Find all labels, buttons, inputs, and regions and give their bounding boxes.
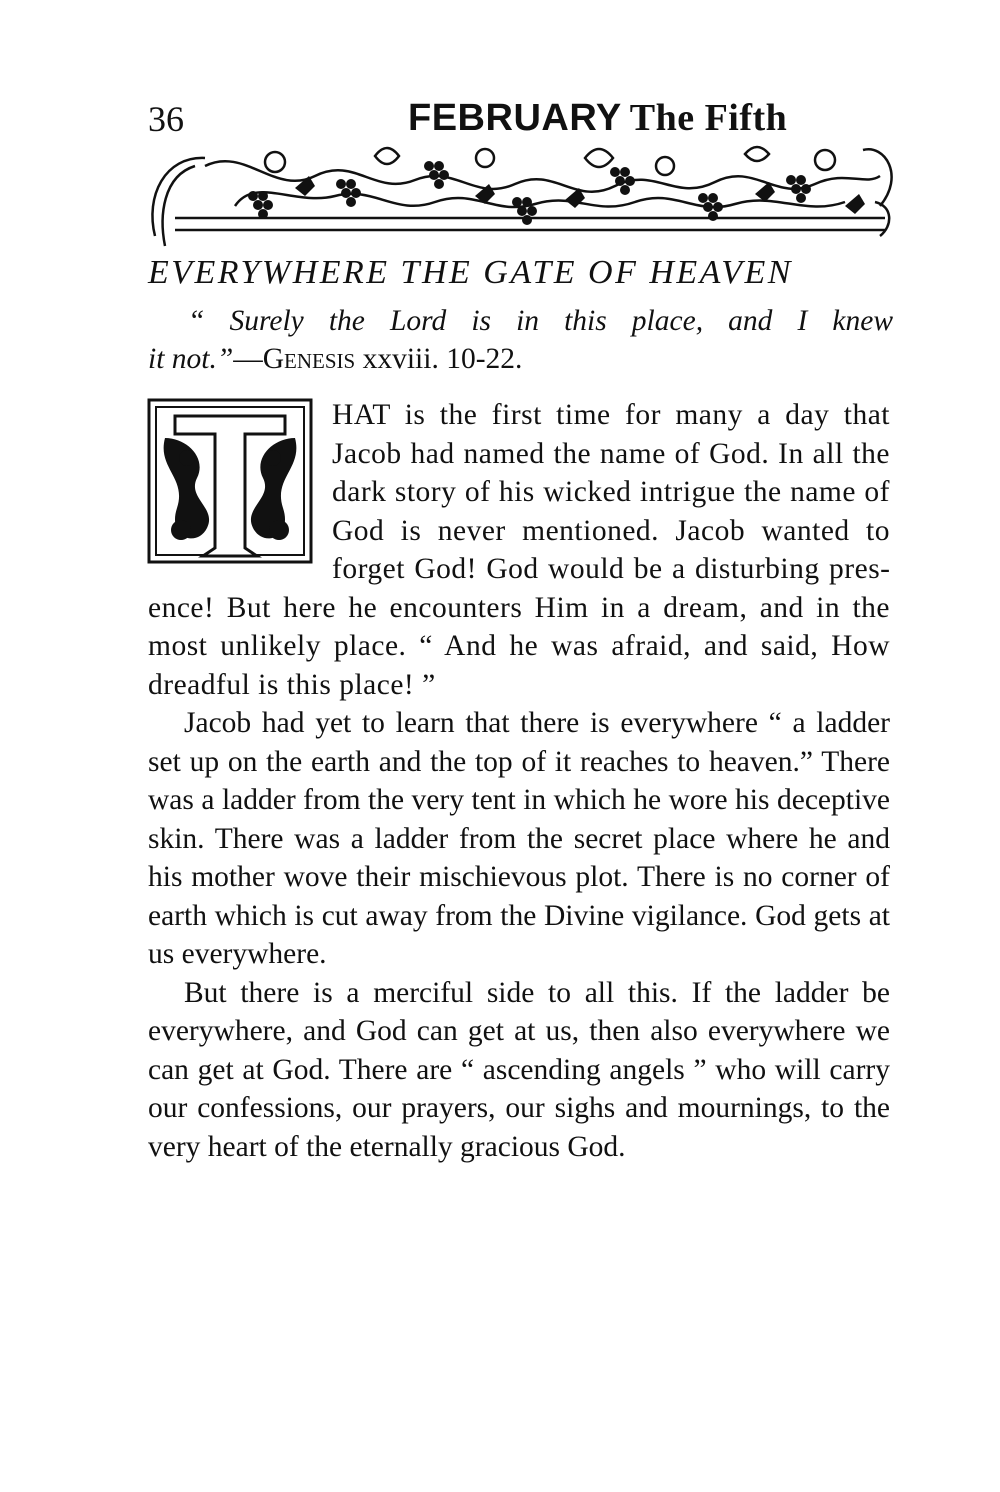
epigraph-quote-line1: “ Surely the Lord is in this place, and I knew	[188, 305, 893, 337]
body-text	[148, 396, 890, 1166]
paragraph-3: But there is a merciful side to all this. If the ladder be everywhere, and God can get at us, then also everywhere we can get at God. There are “ ascending angels ” who will carry our confessions, our prayers, our sighs and mournings, to the very heart of the eternally gracious God.	[148, 976, 890, 1163]
epigraph-dash: —	[233, 343, 263, 375]
dropcap-letter: T	[229, 548, 231, 549]
epigraph-verse: xxviii. 10-22.	[362, 343, 523, 375]
epigraph	[148, 302, 893, 378]
paragraph-2: Jacob had yet to learn that there is everywhere “ a ladder set up on the earth and the top of it reaches to heaven.” There was a ladder from the very tent in which he wore his deceptive skin. There was a ladder from the secret place where he and his mother wove their mischievous plot. There is no corner of earth which is cut away from the Divine vigilance. God gets at us everywhere.	[148, 707, 890, 970]
month-label: FEBRUARY	[408, 97, 622, 139]
page-number: 36	[148, 99, 184, 139]
grapevine-banner-icon	[145, 136, 895, 248]
paragraph-1: HAT is the first time for many a day that Jacob had named the name of God. In all the dark story of his wicked intrigue the name of God is never mentioned. Jacob wanted to forget God! God would be a disturbing presence! But here he encounters Him in a dream, and in the most unlikely place. “ And he was afraid, and said, How dreadful is this place! ”	[148, 399, 890, 701]
epigraph-book: Genesis	[262, 343, 356, 375]
epigraph-quote-line2: it not.”	[148, 343, 234, 375]
chapter-title: EVERYWHERE THE GATE OF HEAVEN	[148, 254, 793, 291]
running-head	[408, 96, 787, 140]
day-label: The Fifth	[629, 97, 788, 139]
